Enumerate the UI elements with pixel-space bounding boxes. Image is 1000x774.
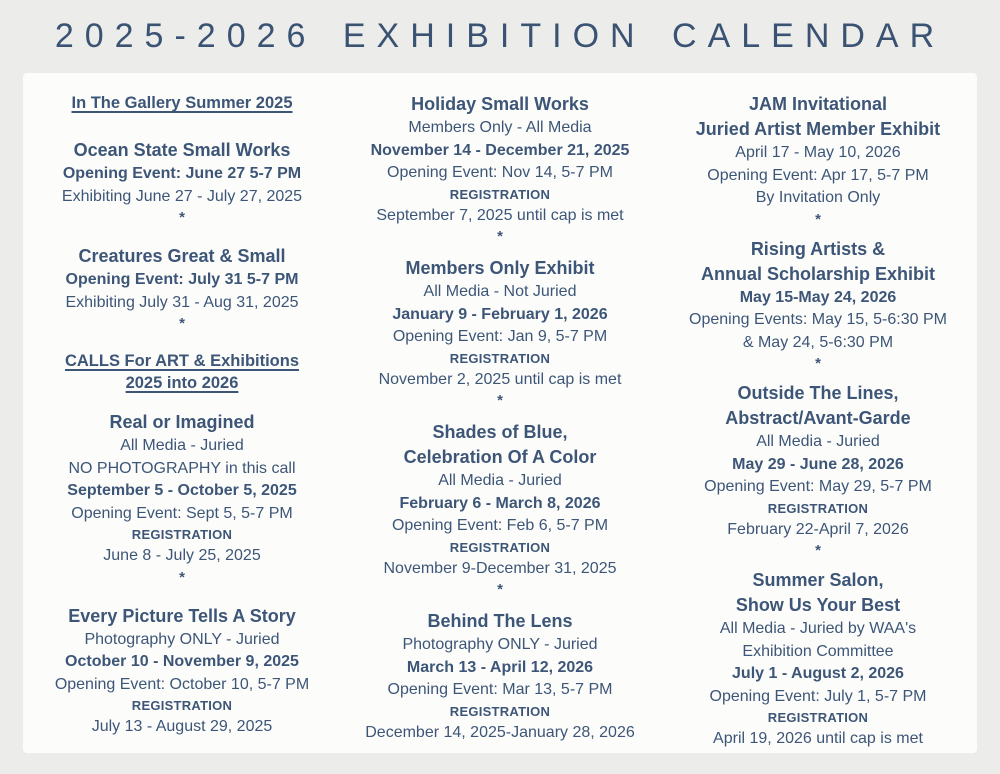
event-detail-line: June 8 - July 25, 2025 [103,547,261,564]
group-heading: CALLS For ART & Exhibitions [64,352,300,370]
event-title: Summer Salon, [752,570,884,590]
event-title: Abstract/Avant-Garde [725,408,911,428]
event-section [23,410,341,588]
registration-label: REGISTRATION [767,710,869,725]
registration-label: REGISTRATION [131,698,233,713]
separator-star: * [497,392,503,409]
event-title: Behind The Lens [427,611,573,631]
event-detail-line: November 2, 2025 until cap is met [378,370,622,388]
event-section [659,568,977,751]
event-title: Members Only Exhibit [405,258,595,278]
event-emphasis-line: Opening Event: July 31 5-7 PM [65,271,299,288]
event-detail-line: All Media - Juried [120,437,244,454]
event-detail-line: All Media - Not Juried [423,283,577,300]
event-title: Ocean State Small Works [73,140,291,160]
event-title: JAM Invitational [748,94,887,114]
event-title: Annual Scholarship Exhibit [700,263,936,284]
event-title: Show Us Your Best [735,595,901,615]
event-detail-line: Opening Events: May 15, 5-6:30 PM [689,311,947,328]
event-detail-line: Opening Event: Nov 14, 5-7 PM [387,164,613,181]
event-detail-line: Members Only - All Media [408,119,592,136]
event-section [23,138,341,228]
event-section [341,256,659,411]
event-emphasis-line: May 29 - June 28, 2026 [732,455,904,473]
event-section [659,92,977,230]
event-detail-line: Opening Event: Apr 17, 5-7 PM [707,166,929,184]
event-emphasis-line: May 15-May 24, 2026 [739,288,897,306]
group-heading: 2025 into 2026 [125,374,239,392]
event-detail-line: December 14, 2025-January 28, 2026 [365,723,635,741]
event-detail-line: Opening Event: Sept 5, 5-7 PM [71,504,293,522]
calendar-panel [23,73,977,753]
event-emphasis-line: March 13 - April 12, 2026 [406,658,594,676]
event-emphasis-line: October 10 - November 9, 2025 [65,653,299,670]
registration-label: REGISTRATION [449,703,551,719]
event-detail-line: Exhibiting June 27 - July 27, 2025 [61,187,303,205]
event-section [23,350,341,394]
event-section [23,244,341,334]
event-section [341,420,659,600]
registration-label: REGISTRATION [449,539,551,555]
event-detail-line: NO PHOTOGRAPHY in this call [68,459,296,477]
event-detail-line: All Media - Juried by WAA's [719,620,917,637]
group-heading: In The Gallery Summer 2025 [71,94,293,112]
event-title: Holiday Small Works [411,94,589,114]
page-title: 2025-2026 EXHIBITION CALENDAR [54,17,946,55]
event-title: Creatures Great & Small [78,246,286,266]
event-detail-line: Photography ONLY - Juried [84,630,280,648]
event-detail-line: Opening Event: October 10, 5-7 PM [54,675,310,693]
event-title: Shades of Blue, [432,422,568,442]
event-title: Every Picture Tells A Story [68,605,296,626]
event-emphasis-line: July 1 - August 2, 2026 [732,665,904,682]
separator-star: * [497,228,503,245]
event-detail-line: All Media - Juried [756,433,880,450]
event-detail-line: Photography ONLY - Juried [402,636,598,653]
calendar-column-right [659,92,977,753]
registration-label: REGISTRATION [767,500,869,516]
event-detail-line: Opening Event: Jan 9, 5-7 PM [392,328,608,345]
event-section [659,237,977,375]
event-emphasis-line: February 6 - March 8, 2026 [399,494,601,512]
event-emphasis-line: September 5 - October 5, 2025 [67,482,297,499]
calendar-column-left [23,92,341,753]
event-detail-line: November 9-December 31, 2025 [383,559,617,577]
separator-star: * [497,581,503,598]
event-section [659,381,977,561]
event-section [23,92,341,114]
event-title: Celebration Of A Color [403,447,597,467]
event-detail-line: Exhibition Committee [742,642,894,660]
event-detail-line: April 19, 2026 until cap is met [713,730,923,747]
event-detail-line: Opening Event: May 29, 5-7 PM [704,478,932,495]
event-detail-line: Opening Event: July 1, 5-7 PM [709,687,927,705]
event-title: Juried Artist Member Exhibit [695,119,941,139]
separator-star: * [179,315,185,332]
event-emphasis-line: November 14 - December 21, 2025 [370,141,630,159]
registration-label: REGISTRATION [449,186,551,202]
event-detail-line: Opening Event: Mar 13, 5-7 PM [387,681,613,698]
event-title: Rising Artists & [750,238,886,259]
event-section [23,604,341,739]
calendar-column-middle [341,92,659,753]
event-title: Outside The Lines, [737,383,899,403]
event-detail-line: April 17 - May 10, 2026 [735,144,901,161]
registration-label: REGISTRATION [131,527,233,542]
separator-star: * [815,355,821,372]
event-detail-line: All Media - Juried [438,472,562,489]
event-section [341,609,659,744]
event-detail-line: By Invitation Only [755,189,881,206]
event-detail-line: July 13 - August 29, 2025 [91,718,273,735]
event-emphasis-line: January 9 - February 1, 2026 [392,305,608,323]
event-detail-line: & May 24, 5-6:30 PM [742,333,894,351]
event-detail-line: February 22-April 7, 2026 [727,520,909,538]
event-detail-line: Opening Event: Feb 6, 5-7 PM [391,517,609,534]
event-emphasis-line: Opening Event: June 27 5-7 PM [62,165,302,182]
separator-star: * [815,210,821,228]
event-title: Real or Imagined [109,412,255,432]
separator-star: * [815,542,821,559]
registration-label: REGISTRATION [449,350,551,366]
separator-star: * [179,209,185,226]
event-detail-line: Exhibiting July 31 - Aug 31, 2025 [65,293,299,311]
event-section [341,92,659,247]
separator-star: * [179,568,185,586]
event-detail-line: September 7, 2025 until cap is met [376,206,624,224]
